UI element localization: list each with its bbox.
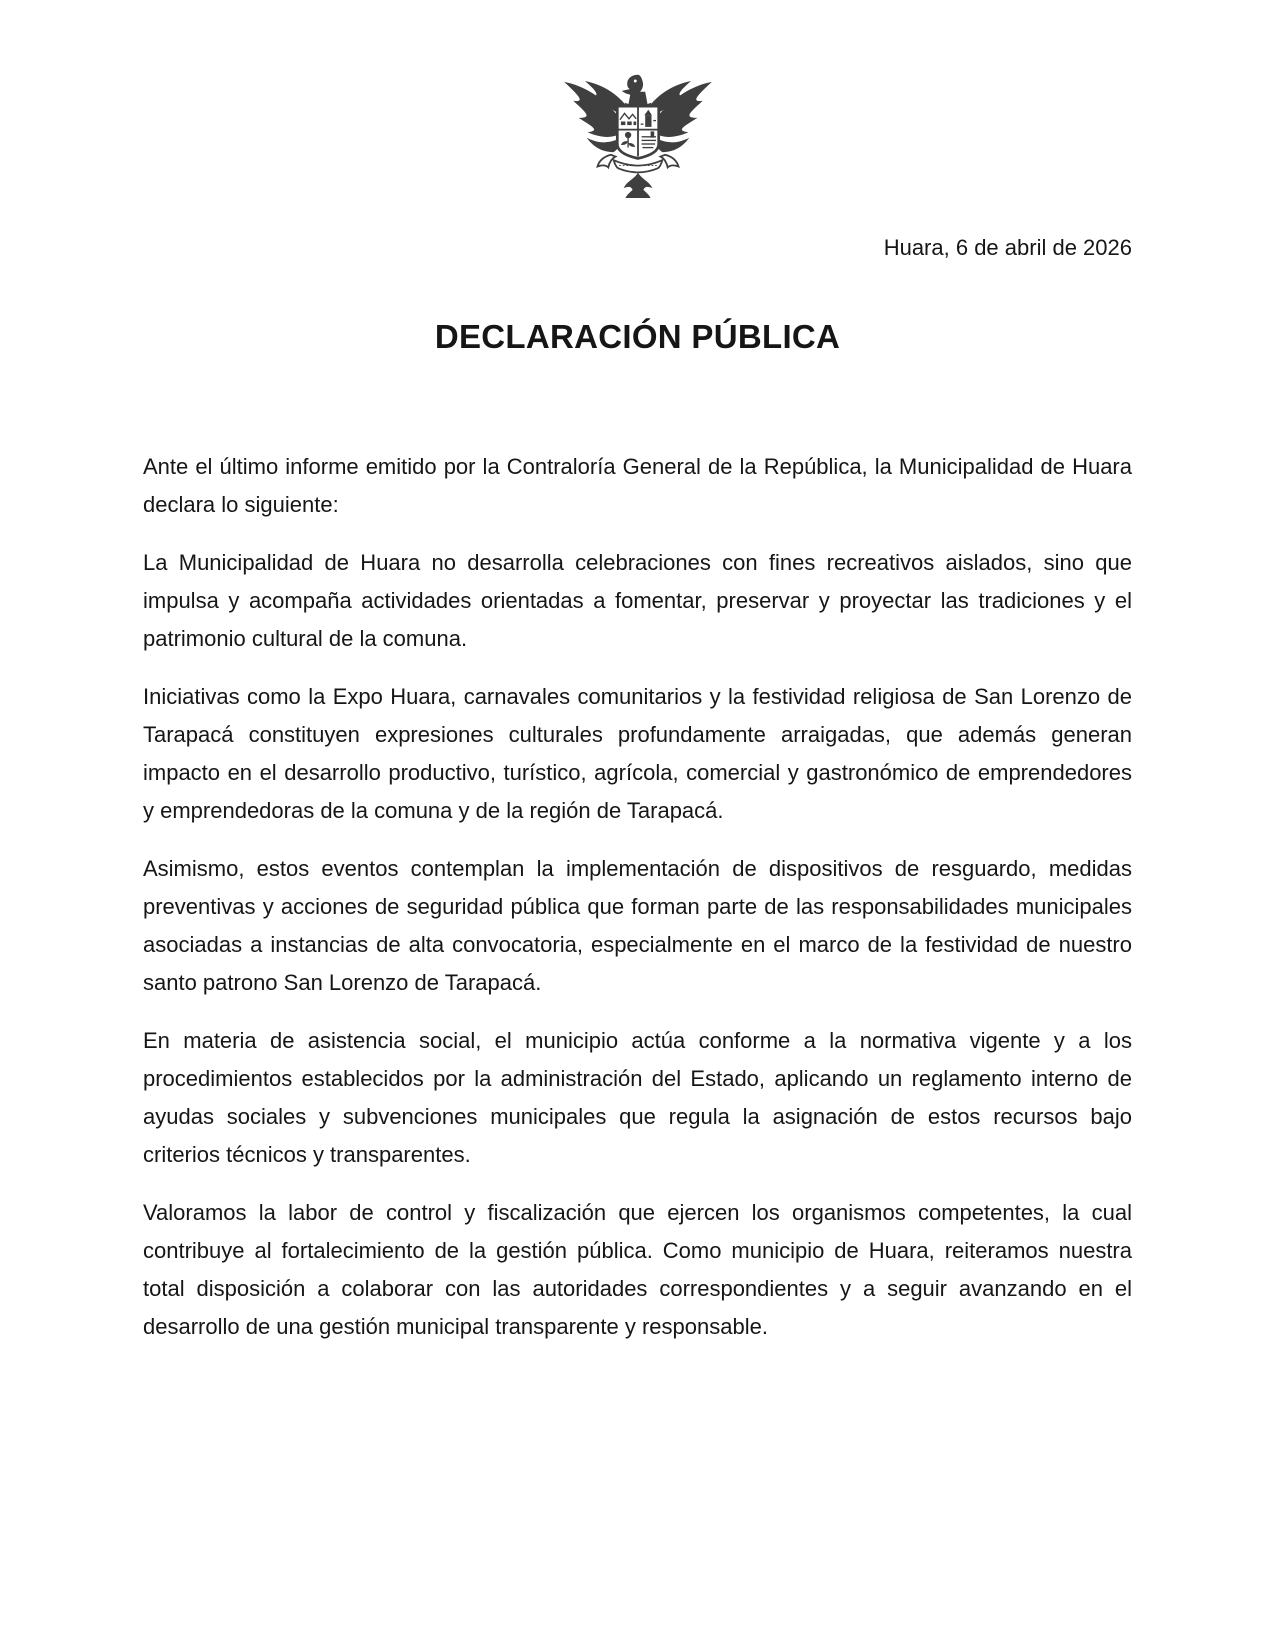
page-title: DECLARACIÓN PÚBLICA [434, 318, 841, 355]
coat-of-arms-icon [558, 72, 718, 198]
paragraph-traditions: La Municipalidad de Huara no desarrolla celebraciones con fines recreativos aislados, sino que impulsa y acompaña actividades orientadas a fomentar, preservar y proyectar las tradiciones y el patrimonio cultural de la comuna. [143, 550, 1132, 651]
paragraph-initiatives: Iniciativas como la Expo Huara, carnavales comunitarios y la festividad religiosa de San Lorenzo de Tarapacá constituyen expresiones culturales profundamente arraigadas, que además generan impacto en el desarrollo productivo, turístico, agrícola, comercial y gastronómico de emprendedores y emprendedoras de la comuna y de la región de Tarapacá. [143, 684, 1132, 823]
paragraph-intro: Ante el último informe emitido por la Contraloría General de la República, la Municipalidad de Huara declara lo siguiente: [143, 454, 1132, 517]
paragraph-closing: Valoramos la labor de control y fiscalización que ejercen los organismos competentes, la cual contribuye al fortalecimiento de la gestión pública. Como municipio de Huara, reiteramos nuestra total disposición a colaborar con las autoridades correspondientes y a seguir avanzando en el desarrollo de una gestión municipal transparente y responsable. [143, 1200, 1132, 1339]
paragraph-security: Asimismo, estos eventos contemplan la implementación de dispositivos de resguardo, medidas preventivas y acciones de seguridad pública que forman parte de las responsabilidades municipales asociadas a instancias de alta convocatoria, especialmente en el marco de la festividad de nuestro santo patrono San Lorenzo de Tarapacá. [143, 856, 1132, 995]
date-line: Huara, 6 de abril de 2026 [883, 235, 1132, 260]
document-body [143, 448, 1132, 1366]
paragraph-social-assistance: En materia de asistencia social, el municipio actúa conforme a la normativa vigente y a los procedimientos establecidos por la administración del Estado, aplicando un reglamento interno de ayudas sociales y subvenciones municipales que regula la asignación de estos recursos bajo criterios técnicos y transparentes. [143, 1028, 1132, 1167]
